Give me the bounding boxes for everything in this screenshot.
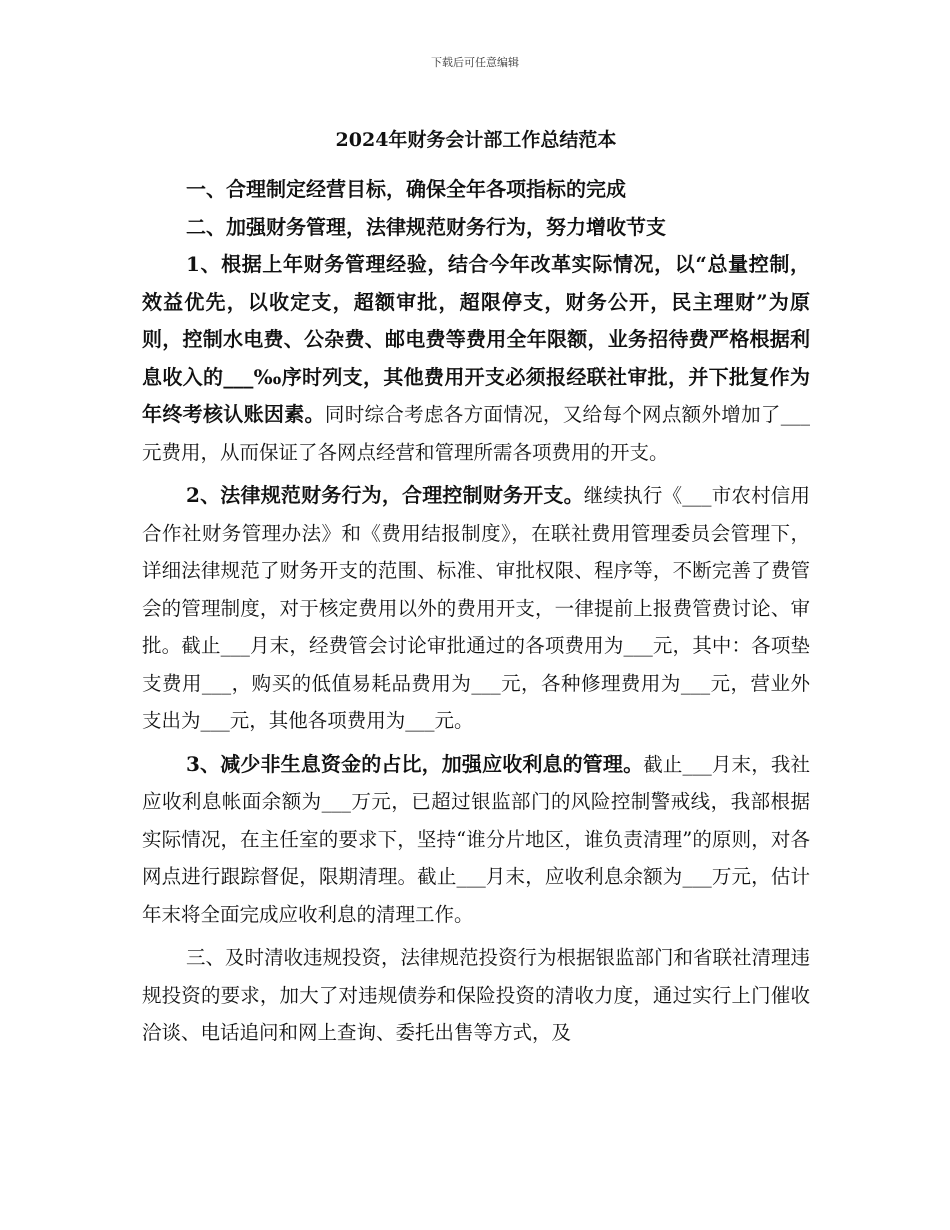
section-heading-1: 一、合理制定经营目标，确保全年各项指标的完成 (186, 177, 626, 201)
paragraph-1-text: 同时综合考虑各方面情况，又给每个网点额外增加了___元费用，从而保证了各网点经营和管理所需各项费用的开支。 (142, 403, 810, 464)
paragraph-1 (142, 246, 810, 471)
paragraph-1-bold: 1、根据上年财务管理经验，结合今年改革实际情况，以“总量控制，效益优先，以收定支，超额审批，超限停支，财务公开，民主理财”为原则，控制水电费、公杂费、邮电费等费用全年限额，业务招待费严格根据利息收入的___‰序时列支，其他费用开支必须报经联社审批，并下批复作为年终考核认账因素。 (142, 252, 810, 426)
paragraph-2-text: 继续执行《___市农村信用合作社财务管理办法》和《费用结报制度》，在联社费用管理委员会管理下，详细法律规范了财务开支的范围、标准、审批权限、程序等，不断完善了费管会的管理制度，对于核定费用以外的费用开支，一律提前上报费管费讨论、审批。截止___月末，经费管会讨论审批通过的各项费用为___元，其中：各项垫支费用___，购买的低值易耗品费用为___元，各种修理费用为___元，营业外支出为___元，其他各项费用为___元。 (142, 484, 810, 732)
section-heading-2: 二、加强财务管理，法律规范财务行为，努力增收节支 (186, 215, 666, 239)
document-title: 2024年财务会计部工作总结范本 (335, 129, 617, 151)
paragraph-3-text: 截止___月末，我社应收利息帐面余额为___万元，已超过银监部门的风险控制警戒线，我部根据实际情况，在主任室的要求下，坚持“谁分片地区，谁负责清理”的原则，对各网点进行跟踪督促，限期清理。截止___月末，应收利息余额为___万元，估计年末将全面完成应收利息的清理工作。 (142, 752, 810, 926)
paragraph-2 (142, 477, 810, 740)
paragraph-2-bold: 2、法律规范财务行为，合理控制财务开支。 (186, 483, 584, 507)
header-note: 下载后可任意编辑 (431, 56, 519, 69)
paragraph-3 (142, 746, 810, 934)
document-body (142, 126, 810, 1058)
paragraph-4 (142, 939, 810, 1052)
paragraph-3-bold: 3、减少非生息资金的占比，加强应收利息的管理。 (186, 751, 644, 776)
paragraph-4-text: 三、及时清收违规投资，法律规范投资行为根据银监部门和省联社清理违规投资的要求，加大了对违规债券和保险投资的清收力度，通过实行上门催收洽谈、电话追问和网上查询、委托出售等方式，及 (142, 946, 811, 1044)
